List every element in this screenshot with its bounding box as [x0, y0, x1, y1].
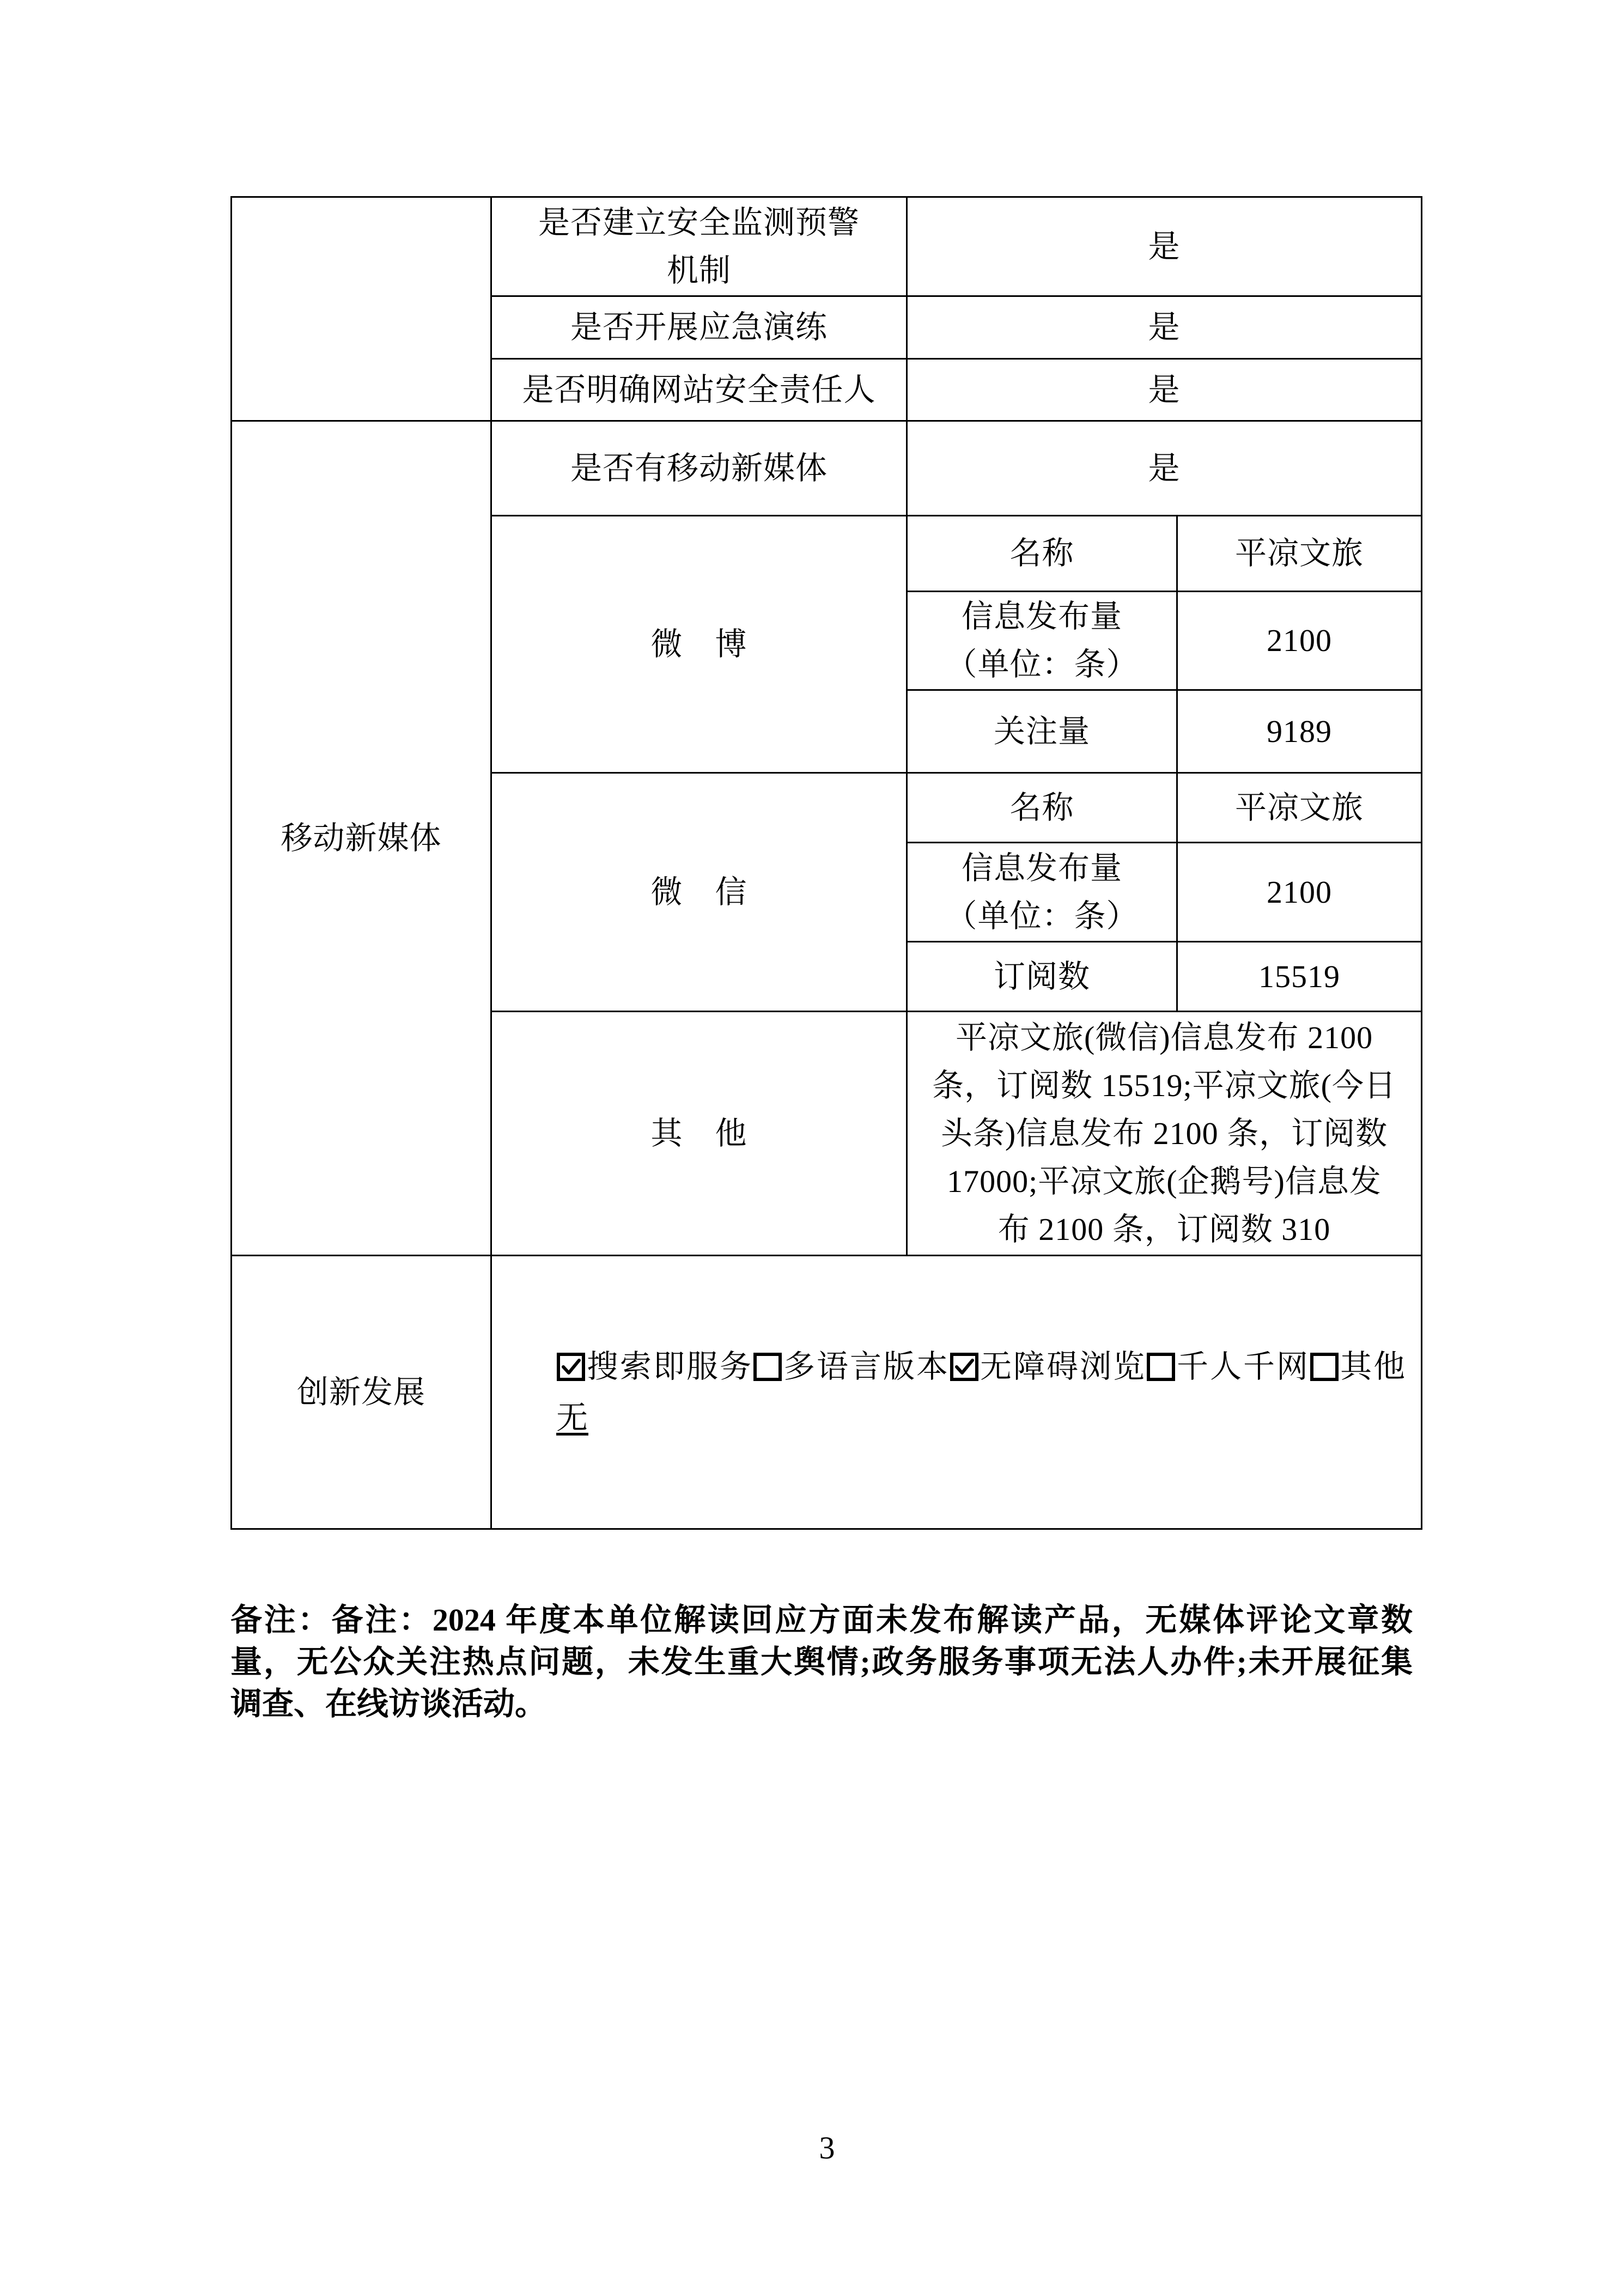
weibo-followers-label: 关注量	[907, 690, 1177, 773]
emergency-drill-label: 是否开展应急演练	[491, 296, 907, 359]
option-label: 无障碍浏览	[980, 1348, 1147, 1384]
security-monitoring-value: 是	[907, 197, 1422, 296]
label-line: （单位：条）	[945, 647, 1139, 682]
option-multilingual	[753, 1349, 950, 1384]
page-number: 3	[819, 2130, 835, 2166]
innovation-options	[556, 1341, 1413, 1392]
label-line: （单位：条）	[945, 898, 1139, 934]
other-media-text	[907, 1012, 1422, 1256]
remarks	[230, 1599, 1413, 1725]
other-media-label: 其 他	[491, 1012, 907, 1256]
table-row	[232, 197, 1422, 296]
security-owner-label: 是否明确网站安全责任人	[491, 359, 907, 421]
checkbox-checked-icon	[556, 1352, 586, 1382]
option-label: 多语言版本	[783, 1348, 950, 1384]
weibo-name-label: 名称	[907, 516, 1177, 592]
text-line: 17000;平凉文旅(企鹅号)信息发	[947, 1163, 1382, 1199]
checkbox-unchecked-icon	[753, 1352, 782, 1382]
text-line: 条，订阅数 15519;平凉文旅(今日	[932, 1067, 1396, 1103]
mobile-section-title: 移动新媒体	[232, 421, 491, 1256]
has-mobile-label: 是否有移动新媒体	[491, 421, 907, 516]
checkbox-checked-icon	[950, 1352, 979, 1382]
label-line: 信息发布量	[961, 599, 1122, 634]
wechat-label: 微 信	[491, 773, 907, 1012]
label-line: 是否建立安全监测预警	[538, 204, 860, 240]
table-row	[232, 1256, 1422, 1529]
option-label: 其他	[1340, 1348, 1407, 1384]
table-row	[232, 421, 1422, 516]
weibo-label: 微 博	[491, 516, 907, 773]
weibo-name-value: 平凉文旅	[1177, 516, 1422, 592]
text-line: 头条)信息发布 2100 条，订阅数	[940, 1115, 1388, 1151]
security-monitoring-label	[491, 197, 907, 296]
checkbox-unchecked-icon	[1146, 1352, 1176, 1382]
wechat-posts-value: 2100	[1177, 843, 1422, 942]
wechat-name-label: 名称	[907, 773, 1177, 843]
security-section-cell	[232, 197, 491, 421]
label-line: 信息发布量	[961, 850, 1122, 886]
option-label: 搜索即服务	[587, 1348, 753, 1384]
text-line: 布 2100 条，订阅数 310	[997, 1211, 1331, 1247]
checkbox-unchecked-icon	[1310, 1352, 1339, 1382]
option-other	[1310, 1349, 1407, 1384]
remarks-line: 调查、在线访谈活动。	[230, 1686, 547, 1722]
other-option-line	[556, 1392, 1413, 1444]
wechat-subscribers-label: 订阅数	[907, 942, 1177, 1012]
innovation-options-cell	[491, 1256, 1422, 1529]
wechat-name-value: 平凉文旅	[1177, 773, 1422, 843]
emergency-drill-value: 是	[907, 296, 1422, 359]
text-line: 平凉文旅(微信)信息发布 2100	[955, 1019, 1373, 1055]
option-search-service	[556, 1349, 753, 1384]
remarks-line: 备注：备注：2024 年度本单位解读回应方面未发布解读产品，无媒体评论文章数	[230, 1602, 1413, 1638]
other-option-value: 无	[556, 1400, 589, 1436]
weibo-posts-label	[907, 592, 1177, 690]
has-mobile-value: 是	[907, 421, 1422, 516]
security-owner-value: 是	[907, 359, 1422, 421]
option-accessibility	[950, 1349, 1146, 1384]
report-table	[230, 196, 1422, 1530]
weibo-followers-value: 9189	[1177, 690, 1422, 773]
weibo-posts-value: 2100	[1177, 592, 1422, 690]
innovation-section-title: 创新发展	[232, 1256, 491, 1529]
option-personalized	[1146, 1349, 1310, 1384]
wechat-posts-label	[907, 843, 1177, 942]
wechat-subscribers-value: 15519	[1177, 942, 1422, 1012]
remarks-line: 量，无公众关注热点问题，未发生重大舆情;政务服务事项无法人办件;未开展征集	[230, 1644, 1413, 1680]
option-label: 千人千网	[1177, 1348, 1310, 1384]
label-line: 机制	[666, 252, 731, 288]
